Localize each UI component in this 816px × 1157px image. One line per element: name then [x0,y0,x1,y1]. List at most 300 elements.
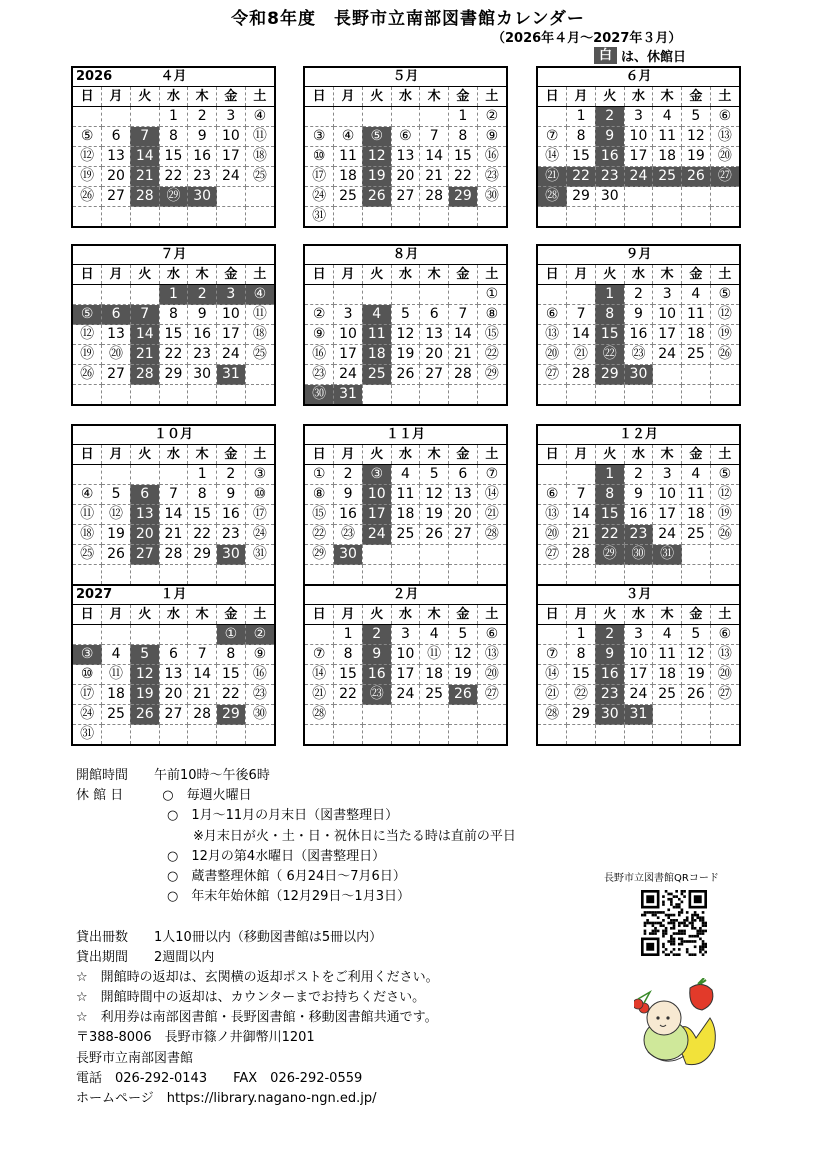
day-cell: 18 [334,167,363,187]
empty-cell [420,385,449,405]
day-cell: 26 [682,167,711,187]
day-cell: 14 [567,505,596,525]
info-line: 開館時間 午前10時～午後6時 [76,768,270,783]
day-cell: 3 [653,465,682,485]
day-cell: 8 [334,645,363,665]
empty-cell [159,625,188,645]
weekday-header: 月 [102,605,131,625]
day-cell: 22 [217,685,246,705]
day-cell: 8 [595,305,624,325]
day-cell: 18 [420,665,449,685]
library-info [76,766,516,1109]
info-line: 貸出期間 2週間以内 [76,949,215,965]
empty-cell [159,385,188,405]
empty-cell [73,385,102,405]
info-line: ホームページ https://library.nagano-ngn.ed.jp/ [76,1091,377,1106]
fiscal-period: （2026年４月～2027年３月） [492,31,682,46]
weekday-header: 月 [102,87,131,107]
day-cell: 15 [334,665,363,685]
empty-cell [391,285,420,305]
day-cell: ㉛ [653,545,682,565]
day-cell: 17 [217,147,246,167]
empty-cell [217,207,246,227]
empty-cell [624,385,653,405]
empty-cell [595,207,624,227]
weekday-header: 土 [477,265,506,285]
day-cell: 20 [159,685,188,705]
day-cell: 19 [391,345,420,365]
day-cell: 29 [595,365,624,385]
empty-cell [73,565,102,585]
day-cell: ㉛ [305,207,334,227]
empty-cell [420,545,449,565]
month-calendar [536,66,741,228]
weekday-header: 月 [567,265,596,285]
day-cell: ㉕ [245,167,274,187]
empty-cell [73,207,102,227]
day-cell: ㉒ [477,345,506,365]
day-cell: 20 [102,167,131,187]
empty-cell [449,705,478,725]
weekday-header: 火 [130,445,159,465]
day-cell: 5 [102,485,131,505]
weekday-header: 土 [245,445,274,465]
month-calendar [303,584,508,746]
day-cell: ㉓ [624,345,653,365]
day-cell: ㉒ [567,685,596,705]
day-cell: 2 [217,465,246,485]
month-label: １２月 [618,427,658,442]
day-cell: 14 [567,325,596,345]
empty-cell [130,385,159,405]
day-cell: 26 [130,705,159,725]
day-cell: 21 [130,345,159,365]
empty-cell [305,565,334,585]
empty-cell [624,207,653,227]
day-cell: 9 [624,305,653,325]
day-cell: ⑦ [538,127,567,147]
weekday-header: 金 [217,87,246,107]
empty-cell [73,107,102,127]
month-label: １０月 [153,427,193,442]
day-cell: 2 [595,625,624,645]
day-cell: 3 [624,107,653,127]
day-cell: 24 [653,345,682,365]
day-cell: 12 [391,325,420,345]
empty-cell [595,385,624,405]
day-cell: 5 [682,625,711,645]
weekday-header: 火 [595,87,624,107]
day-cell: 29 [217,705,246,725]
day-cell: 1 [159,107,188,127]
empty-cell [449,565,478,585]
info-line: ☆ 開館時の返却は、玄関横の返却ポストをご利用ください。 [76,969,439,985]
weekday-header: 水 [391,605,420,625]
empty-cell [245,187,274,207]
empty-cell [710,187,739,207]
day-cell: ㉓ [477,167,506,187]
month-label: １１月 [385,427,425,442]
weekday-header: 日 [538,87,567,107]
day-cell: 12 [682,127,711,147]
empty-cell [334,207,363,227]
day-cell: 5 [682,107,711,127]
day-cell: 8 [567,127,596,147]
day-cell: 17 [217,325,246,345]
day-cell: 10 [362,485,391,505]
day-cell: ④ [245,107,274,127]
day-cell: 17 [653,325,682,345]
day-cell: ㉗ [538,545,567,565]
month-header [73,246,274,265]
day-cell: ⑯ [245,665,274,685]
empty-cell [362,107,391,127]
weekday-header: 日 [538,605,567,625]
weekday-header: 金 [682,87,711,107]
weekday-header: 木 [188,87,217,107]
page-title: 令和8年度 長野市立南部図書館カレンダー [231,9,585,29]
day-cell: 19 [682,147,711,167]
month-header [305,68,506,87]
empty-cell [102,465,131,485]
empty-cell [420,107,449,127]
empty-cell [334,565,363,585]
day-cell: 21 [159,525,188,545]
day-cell: 11 [391,485,420,505]
day-cell: 10 [653,485,682,505]
day-cell: 14 [159,505,188,525]
day-cell: ㉖ [710,345,739,365]
empty-cell [217,187,246,207]
day-cell: ⑪ [420,645,449,665]
day-cell: ⑧ [305,485,334,505]
day-cell: 24 [624,685,653,705]
day-cell: ④ [245,285,274,305]
day-cell: 5 [449,625,478,645]
qr-code-icon [641,890,707,956]
day-cell: ④ [73,485,102,505]
empty-cell [710,365,739,385]
day-cell: 8 [159,305,188,325]
day-cell: ㉘ [538,705,567,725]
weekday-header: 火 [362,445,391,465]
day-cell: 9 [362,645,391,665]
day-cell: 23 [624,525,653,545]
day-cell: 30 [624,365,653,385]
day-cell: 16 [334,505,363,525]
day-cell: 16 [217,505,246,525]
day-cell: 10 [391,645,420,665]
day-cell: 14 [449,325,478,345]
empty-cell [245,207,274,227]
day-cell: 20 [130,525,159,545]
day-cell: ⑯ [477,147,506,167]
weekday-header: 金 [682,605,711,625]
month-label: ３月 [625,587,652,602]
weekday-header: 月 [334,605,363,625]
month-header [305,246,506,265]
month-calendar [71,584,276,746]
day-cell: 6 [159,645,188,665]
day-cell: ⑬ [538,505,567,525]
day-cell: ㉛ [73,725,102,745]
day-cell: 14 [188,665,217,685]
day-cell: 18 [682,505,711,525]
weekday-header: 月 [334,445,363,465]
weekday-header: 月 [334,87,363,107]
weekday-header: 日 [305,605,334,625]
day-cell: 19 [362,167,391,187]
weekday-header: 土 [477,605,506,625]
empty-cell [653,385,682,405]
weekday-header: 木 [420,87,449,107]
empty-cell [449,385,478,405]
day-cell: 31 [334,385,363,405]
day-cell: ㉘ [305,705,334,725]
day-cell: ⑲ [710,505,739,525]
weekday-header: 火 [130,605,159,625]
day-cell: 9 [334,485,363,505]
mascot-illustration [634,978,724,1073]
day-cell: 29 [449,187,478,207]
weekday-header: 金 [449,87,478,107]
day-cell: ㉗ [710,167,739,187]
weekday-header: 水 [159,265,188,285]
empty-cell [102,385,131,405]
day-cell: 17 [362,505,391,525]
day-cell: ⑩ [305,147,334,167]
empty-cell [362,545,391,565]
day-cell: ⑤ [710,465,739,485]
day-cell: ㉗ [710,685,739,705]
day-cell: 19 [682,665,711,685]
empty-cell [682,545,711,565]
empty-cell [245,385,274,405]
day-cell: 23 [595,167,624,187]
legend-text: は、休館日 [621,50,687,65]
empty-cell [595,725,624,745]
day-cell: 15 [567,665,596,685]
day-cell: 30 [595,705,624,725]
day-cell: ⑲ [73,345,102,365]
month-label: ５月 [392,69,419,84]
day-cell: 29 [188,545,217,565]
day-cell: ㉖ [73,365,102,385]
day-cell: ⑫ [73,147,102,167]
empty-cell [477,207,506,227]
weekday-header: 水 [624,265,653,285]
month-header [538,586,739,605]
weekday-header: 金 [217,445,246,465]
day-cell: 1 [449,107,478,127]
day-cell: 23 [217,525,246,545]
day-cell: 25 [420,685,449,705]
weekday-header: 月 [567,445,596,465]
day-cell: 5 [391,305,420,325]
day-cell: ㉚ [305,385,334,405]
day-cell: 7 [159,485,188,505]
empty-cell [130,207,159,227]
weekday-header: 水 [624,87,653,107]
day-cell: 24 [391,685,420,705]
empty-cell [477,565,506,585]
info-line: ○ 蔵書整理休館（ 6月24日～7月6日） [76,868,406,884]
day-cell: ⑱ [245,325,274,345]
empty-cell [391,705,420,725]
day-cell: 16 [188,147,217,167]
month-label: ８月 [392,247,419,262]
weekday-header: 水 [391,87,420,107]
day-cell: 18 [653,147,682,167]
empty-cell [305,625,334,645]
day-cell: 12 [362,147,391,167]
empty-cell [682,385,711,405]
day-cell: 3 [624,625,653,645]
day-cell: 27 [449,525,478,545]
day-cell: ㉙ [595,545,624,565]
empty-cell [624,725,653,745]
info-line: ☆ 利用券は南部図書館・長野図書館・移動図書館共通です。 [76,1010,438,1026]
empty-cell [538,107,567,127]
day-cell: 26 [420,525,449,545]
day-cell: 13 [102,147,131,167]
weekday-header: 木 [188,605,217,625]
empty-cell [449,285,478,305]
empty-cell [682,565,711,585]
day-cell: 31 [624,705,653,725]
day-cell: 12 [449,645,478,665]
empty-cell [682,365,711,385]
day-cell: 24 [217,167,246,187]
day-cell: ⑭ [477,485,506,505]
day-cell: 28 [420,187,449,207]
empty-cell [391,207,420,227]
empty-cell [710,545,739,565]
day-cell: 26 [391,365,420,385]
empty-cell [130,565,159,585]
weekday-header: 月 [102,265,131,285]
day-cell: 11 [334,147,363,167]
day-cell: 12 [682,645,711,665]
weekday-header: 木 [653,605,682,625]
weekday-header: 金 [682,265,711,285]
day-cell: 13 [102,325,131,345]
weekday-header: 月 [102,445,131,465]
info-line: ○ 年末年始休館（12月29日～1月3日） [76,889,410,905]
day-cell: 24 [217,345,246,365]
empty-cell [710,725,739,745]
day-cell: ⑮ [305,505,334,525]
weekday-header: 日 [73,87,102,107]
day-cell: ⑥ [538,305,567,325]
day-cell: 8 [595,485,624,505]
empty-cell [710,565,739,585]
empty-cell [362,285,391,305]
empty-cell [334,285,363,305]
day-cell: ㉓ [305,365,334,385]
empty-cell [73,465,102,485]
weekday-header: 火 [595,605,624,625]
weekday-header: 水 [159,605,188,625]
weekday-header: 火 [362,605,391,625]
day-cell: 1 [159,285,188,305]
empty-cell [682,725,711,745]
day-cell: 7 [130,127,159,147]
weekday-header: 日 [538,445,567,465]
day-cell: ⑦ [538,645,567,665]
day-cell: 19 [130,685,159,705]
day-cell: 10 [653,305,682,325]
day-cell: 18 [102,685,131,705]
info-line: ※月末日が火・土・日・祝休日に当たる時は直前の平日 [76,828,516,844]
empty-cell [653,725,682,745]
day-cell: ⑥ [391,127,420,147]
empty-cell [391,725,420,745]
day-cell: 13 [449,485,478,505]
day-cell: ⑳ [710,665,739,685]
weekday-header: 水 [624,445,653,465]
empty-cell [420,285,449,305]
day-cell: ⑨ [305,325,334,345]
empty-cell [477,725,506,745]
weekday-header: 土 [477,87,506,107]
month-calendar [303,66,508,228]
day-cell: 22 [334,685,363,705]
day-cell: 23 [595,685,624,705]
empty-cell [305,725,334,745]
day-cell: 20 [449,505,478,525]
day-cell: 29 [567,187,596,207]
day-cell: ⑬ [710,645,739,665]
empty-cell [653,705,682,725]
month-calendar [536,244,741,406]
day-cell: 1 [595,285,624,305]
day-cell: 28 [449,365,478,385]
day-cell: 7 [130,305,159,325]
day-cell: ㉚ [624,545,653,565]
month-header [538,246,739,265]
day-cell: 17 [624,147,653,167]
empty-cell [538,285,567,305]
weekday-header: 火 [362,265,391,285]
day-cell: ㉙ [305,545,334,565]
day-cell: ㉒ [595,345,624,365]
day-cell: ⑥ [538,485,567,505]
day-cell: ② [245,625,274,645]
day-cell: ⑪ [245,127,274,147]
day-cell: 28 [130,187,159,207]
day-cell: 14 [420,147,449,167]
weekday-header: 日 [538,265,567,285]
day-cell: 29 [159,365,188,385]
empty-cell [391,385,420,405]
day-cell: ㉚ [477,187,506,207]
weekday-header: 火 [130,87,159,107]
day-cell: 5 [420,465,449,485]
day-cell: 2 [334,465,363,485]
day-cell: 11 [653,645,682,665]
day-cell: 21 [567,525,596,545]
empty-cell [159,725,188,745]
weekday-header: 水 [391,265,420,285]
day-cell: 29 [567,705,596,725]
info-line: ☆ 開館時間中の返却は、カウンターまでお持ちください。 [76,990,426,1006]
empty-cell [653,565,682,585]
day-cell: ⑯ [305,345,334,365]
day-cell: 4 [102,645,131,665]
day-cell: ⑳ [538,525,567,545]
day-cell: 4 [391,465,420,485]
